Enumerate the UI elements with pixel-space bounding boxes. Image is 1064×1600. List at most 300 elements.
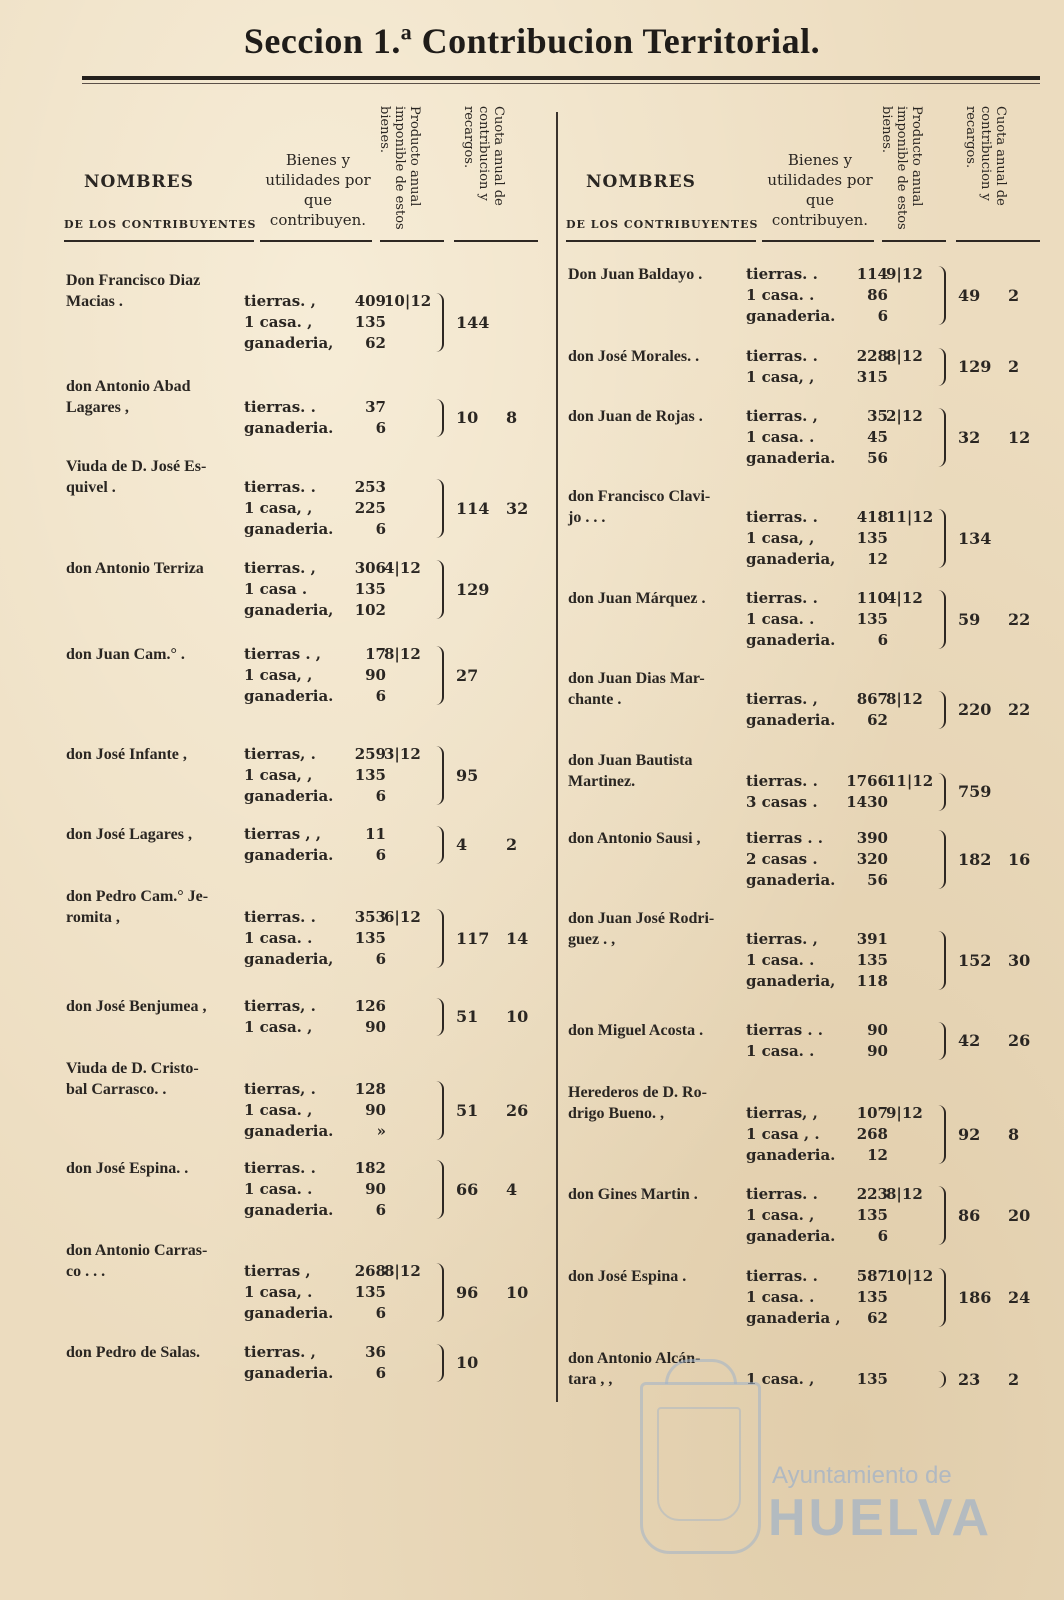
property-value: 62	[867, 1309, 888, 1327]
property-label: 3 casas .	[746, 793, 818, 811]
crown-icon	[665, 1359, 737, 1384]
huelva-seal-watermark	[640, 1382, 761, 1554]
property-label: tierras. ,	[746, 690, 818, 708]
property-list	[244, 1261, 394, 1324]
cuota-maravedis: 16	[1008, 850, 1031, 869]
property-value: 6	[877, 631, 888, 649]
left-header	[64, 100, 542, 250]
cuota-reales: 4	[456, 835, 468, 854]
property-list	[244, 477, 394, 540]
property-value: 37	[365, 398, 386, 416]
property-value: 56	[867, 449, 888, 467]
property-item	[746, 285, 896, 306]
property-item	[746, 1266, 896, 1287]
property-label: tierras. ,	[244, 1343, 316, 1361]
property-item	[746, 588, 896, 609]
property-item	[244, 1261, 394, 1282]
title-rule	[82, 76, 1040, 80]
property-label: 1 casa. .	[746, 610, 815, 628]
property-item	[244, 312, 394, 333]
property-item	[746, 1369, 896, 1390]
brace	[938, 691, 946, 729]
property-item	[746, 306, 896, 327]
property-label: tierras, ,	[746, 1104, 818, 1122]
property-value: 135	[354, 313, 386, 331]
cuota-maravedis: 12	[1008, 428, 1031, 447]
property-value: 135	[354, 929, 386, 947]
property-item	[244, 579, 394, 600]
contributor-name: don Miguel Acosta .	[568, 1022, 704, 1039]
property-label: 1 casa, ,	[746, 368, 815, 386]
cuota-reales: 49	[958, 286, 981, 305]
property-label: ganaderia.	[244, 687, 334, 705]
cuota-reales: 32	[958, 428, 981, 447]
property-value: 867	[856, 690, 888, 708]
property-label: tierras. .	[746, 347, 818, 365]
property-item	[244, 1158, 394, 1179]
property-item	[244, 498, 394, 519]
property-value: 6	[375, 520, 386, 538]
property-list	[746, 771, 896, 813]
property-list	[244, 996, 394, 1038]
property-label: 1 casa, ,	[244, 766, 313, 784]
brace	[436, 293, 444, 352]
property-value: 228	[856, 347, 888, 365]
property-item	[746, 1103, 896, 1124]
property-list	[746, 1184, 896, 1247]
property-label: tierras. ,	[244, 292, 316, 310]
cuota-reales: 144	[456, 313, 490, 332]
property-label: 1 casa. .	[746, 1042, 815, 1060]
header-producto: Producto anual imponible de estos bienes.	[879, 106, 924, 230]
property-label: tierras. .	[746, 1267, 818, 1285]
property-list	[746, 1020, 896, 1062]
header-underline	[64, 240, 254, 242]
cuota-maravedis: 26	[506, 1101, 529, 1120]
property-list	[244, 1079, 394, 1142]
property-item	[244, 686, 394, 707]
property-item	[244, 744, 394, 765]
property-value: 6	[375, 1201, 386, 1219]
property-label: 1 casa, ,	[244, 666, 313, 684]
property-value: 182	[354, 1159, 386, 1177]
annual-product-rate: 9|12	[886, 265, 923, 283]
property-label: tierras. .	[746, 589, 818, 607]
property-item	[244, 1342, 394, 1363]
property-value: 12	[867, 550, 888, 568]
annual-product-rate: 4|12	[886, 589, 923, 607]
brace	[938, 931, 946, 990]
property-list	[746, 1266, 896, 1329]
property-item	[244, 1100, 394, 1121]
contributor-name: don Juan de Rojas .	[568, 408, 703, 425]
annual-product-rate: 8|12	[886, 690, 923, 708]
property-label: tierras . .	[746, 1021, 824, 1039]
property-value: 6	[375, 950, 386, 968]
property-item	[244, 1303, 394, 1324]
property-list	[746, 406, 896, 469]
annual-product-rate: 11|12	[886, 772, 934, 790]
property-value: 315	[856, 368, 888, 386]
header-underline	[454, 240, 538, 242]
property-label: ganaderia.	[746, 631, 836, 649]
cuota-reales: 129	[456, 580, 490, 599]
header-bienes: Bienes y utilidades por que contribuyen.	[767, 151, 873, 229]
property-value: 253	[354, 478, 386, 496]
property-item	[746, 1308, 896, 1329]
header-underline	[762, 240, 874, 242]
contributor-name: don Juan Bautista Martinez.	[568, 752, 693, 790]
cuota-reales: 114	[456, 499, 490, 518]
cuota-maravedis: 22	[1008, 700, 1031, 719]
property-value: 135	[354, 580, 386, 598]
property-value: 6	[375, 846, 386, 864]
property-item	[244, 949, 394, 970]
right-header	[566, 100, 1044, 250]
contributor-name: don Antonio Sausi ,	[568, 830, 701, 847]
property-label: 1 casa , .	[746, 1125, 820, 1143]
property-item	[746, 367, 896, 388]
watermark-line2: HUELVA	[768, 1489, 993, 1547]
property-item	[244, 600, 394, 621]
property-value: 1766	[846, 772, 888, 790]
property-label: ganaderia.	[746, 307, 836, 325]
brace	[938, 1022, 946, 1060]
property-value: 107	[856, 1104, 888, 1122]
property-label: tierras . .	[746, 829, 824, 847]
property-label: ganaderia.	[244, 1304, 334, 1322]
cuota-reales: 42	[958, 1031, 981, 1050]
cuota-maravedis: 4	[506, 1180, 518, 1199]
contributor-name: Don Juan Baldayo .	[568, 266, 703, 283]
brace	[938, 1371, 946, 1388]
property-item	[244, 1179, 394, 1200]
left-column	[64, 100, 542, 1440]
property-item	[746, 427, 896, 448]
header-underline	[882, 240, 946, 242]
property-value: 320	[856, 850, 888, 868]
property-item	[746, 1020, 896, 1041]
property-label: ganaderia ,	[746, 1309, 841, 1327]
property-item	[244, 928, 394, 949]
brace	[436, 479, 444, 538]
header-names: NOMBRES	[84, 172, 194, 192]
property-item	[244, 333, 394, 354]
header-names-sub: DE LOS CONTRIBUYENTES	[566, 218, 759, 231]
contributor-name: don José Morales. .	[568, 348, 700, 365]
property-value: 223	[856, 1185, 888, 1203]
cuota-maravedis: 2	[506, 835, 518, 854]
property-value: 6	[375, 687, 386, 705]
property-value: 56	[867, 871, 888, 889]
annual-product-rate: 8|12	[886, 347, 923, 365]
contributor-name: don Antonio Carras- co . . .	[66, 1242, 208, 1280]
property-list	[746, 828, 896, 891]
annual-product-rate: 10|12	[384, 292, 432, 310]
cuota-maravedis: 22	[1008, 610, 1031, 629]
property-value: 268	[354, 1262, 386, 1280]
property-label: tierras ,	[244, 1262, 311, 1280]
brace	[436, 998, 444, 1036]
property-label: ganaderia.	[746, 871, 836, 889]
brace	[436, 826, 444, 864]
property-value: 36	[365, 1343, 386, 1361]
property-value: 17	[365, 645, 386, 663]
property-value: 259	[354, 745, 386, 763]
property-label: ganaderia,	[746, 550, 836, 568]
property-value: 409	[354, 292, 386, 310]
contributor-name: don Antonio Abad Lagares ,	[66, 378, 191, 416]
property-item	[746, 950, 896, 971]
property-value: 135	[856, 951, 888, 969]
brace	[938, 1105, 946, 1164]
property-list	[244, 1342, 394, 1384]
header-bienes: Bienes y utilidades por que contribuyen.	[265, 151, 371, 229]
property-item	[244, 996, 394, 1017]
property-value: 118	[856, 972, 888, 990]
property-label: ganaderia,	[746, 972, 836, 990]
brace	[938, 1186, 946, 1245]
property-label: ganaderia.	[244, 1122, 334, 1140]
annual-product-rate: 11|12	[886, 508, 934, 526]
cuota-maravedis: 26	[1008, 1031, 1031, 1050]
property-list	[244, 397, 394, 439]
property-item	[244, 786, 394, 807]
contributor-name: don Juan José Rodri- guez . ,	[568, 910, 715, 948]
annual-product-rate: 3|12	[384, 745, 421, 763]
property-label: ganaderia.	[244, 419, 334, 437]
property-value: 90	[365, 666, 386, 684]
contributor-name: don José Espina. .	[66, 1160, 189, 1177]
cuota-reales: 51	[456, 1007, 479, 1026]
property-label: tierras, .	[244, 997, 316, 1015]
property-item	[746, 549, 896, 570]
cuota-reales: 59	[958, 610, 981, 629]
brace	[436, 646, 444, 705]
annual-product-rate: 8|12	[384, 645, 421, 663]
property-item	[244, 477, 394, 498]
property-label: 2 casas .	[746, 850, 818, 868]
property-label: tierras. .	[244, 908, 316, 926]
cuota-maravedis: 14	[506, 929, 529, 948]
property-list	[746, 264, 896, 327]
brace	[938, 509, 946, 568]
annual-product-rate: 2|12	[886, 407, 923, 425]
contributor-name: don José Lagares ,	[66, 826, 192, 843]
property-item	[244, 291, 394, 312]
contributor-name: Don Francisco Diaz Macias .	[66, 272, 201, 310]
contributor-name: don Antonio Terriza	[66, 560, 204, 577]
property-label: ganaderia.	[746, 711, 836, 729]
property-value: 418	[856, 508, 888, 526]
annual-product-rate: 8|12	[384, 1262, 421, 1280]
property-value: 62	[365, 334, 386, 352]
cuota-reales: 10	[456, 408, 479, 427]
property-item	[746, 528, 896, 549]
cuota-maravedis: 2	[1008, 286, 1020, 305]
contributor-name: Viuda de D. José Es- quivel .	[66, 458, 207, 496]
contributor-name: don Juan Cam.° .	[66, 646, 185, 663]
property-label: ganaderia.	[244, 1201, 334, 1219]
annual-product-rate: 4|12	[384, 559, 421, 577]
property-label: 1 casa. ,	[244, 313, 313, 331]
cuota-reales: 92	[958, 1125, 981, 1144]
cuota-reales: 220	[958, 700, 992, 719]
property-value: 135	[856, 610, 888, 628]
right-column	[566, 100, 1044, 1440]
cuota-reales: 129	[958, 357, 992, 376]
contributor-name: don Gines Martin .	[568, 1186, 698, 1203]
property-list	[746, 346, 896, 388]
cuota-maravedis: 20	[1008, 1206, 1031, 1225]
contributor-name: don Francisco Clavi- jo . . .	[568, 488, 711, 526]
property-value: 6	[375, 787, 386, 805]
property-label: tierras. ,	[244, 559, 316, 577]
brace	[938, 266, 946, 325]
property-label: 1 casa. ,	[746, 1370, 815, 1388]
brace	[938, 773, 946, 811]
property-list	[746, 929, 896, 992]
cuota-maravedis: 10	[506, 1007, 529, 1026]
cuota-reales: 95	[456, 766, 479, 785]
cuota-reales: 96	[456, 1283, 479, 1302]
property-item	[746, 507, 896, 528]
property-item	[244, 845, 394, 866]
property-item	[244, 519, 394, 540]
header-underline	[956, 240, 1040, 242]
property-item	[244, 1282, 394, 1303]
property-label: tierras. .	[244, 478, 316, 496]
property-item	[746, 929, 896, 950]
watermark-line1: Ayuntamiento de	[772, 1462, 952, 1489]
property-value: 86	[867, 286, 888, 304]
brace	[436, 909, 444, 968]
property-item	[746, 971, 896, 992]
property-item	[746, 630, 896, 651]
property-value: 45	[867, 428, 888, 446]
property-value: 6	[375, 419, 386, 437]
property-label: 1 casa, ,	[244, 499, 313, 517]
property-item	[244, 1017, 394, 1038]
contributor-name: Viuda de D. Cristo- bal Carrasco. .	[66, 1060, 199, 1098]
property-value: 391	[856, 930, 888, 948]
brace	[436, 1081, 444, 1140]
property-item	[244, 418, 394, 439]
property-value: 6	[375, 1304, 386, 1322]
property-list	[244, 1158, 394, 1221]
property-value: 6	[877, 1227, 888, 1245]
property-item	[746, 264, 896, 285]
cuota-reales: 86	[958, 1206, 981, 1225]
property-item	[244, 1363, 394, 1384]
cuota-reales: 152	[958, 951, 992, 970]
property-item	[244, 765, 394, 786]
property-item	[746, 849, 896, 870]
property-label: 1 casa. .	[244, 929, 313, 947]
property-label: tierras. .	[746, 508, 818, 526]
property-label: ganaderia.	[746, 1146, 836, 1164]
property-list	[244, 744, 394, 807]
cuota-reales: 117	[456, 929, 490, 948]
contributor-name: don José Benjumea ,	[66, 998, 207, 1015]
property-label: tierras. .	[746, 1185, 818, 1203]
cuota-reales: 182	[958, 850, 992, 869]
property-value: 62	[867, 711, 888, 729]
property-value: 6	[877, 307, 888, 325]
property-item	[244, 1121, 394, 1142]
property-label: 1 casa. .	[746, 286, 815, 304]
property-value: 11	[365, 825, 386, 843]
property-value: 390	[856, 829, 888, 847]
property-item	[244, 1079, 394, 1100]
contributor-name: Herederos de D. Ro- drigo Bueno. ,	[568, 1084, 707, 1122]
property-value: 90	[867, 1042, 888, 1060]
property-item	[746, 771, 896, 792]
cuota-reales: 51	[456, 1101, 479, 1120]
property-value: 135	[856, 1288, 888, 1306]
property-value: 128	[354, 1080, 386, 1098]
property-value: 1430	[846, 793, 888, 811]
header-underline	[260, 240, 372, 242]
cuota-maravedis: 10	[506, 1283, 529, 1302]
property-label: 1 casa. .	[746, 428, 815, 446]
property-list	[244, 907, 394, 970]
header-names: NOMBRES	[586, 172, 696, 192]
cuota-maravedis: 24	[1008, 1288, 1031, 1307]
annual-product-rate: 8|12	[886, 1185, 923, 1203]
property-list	[746, 1369, 896, 1390]
property-list	[244, 644, 394, 707]
property-item	[746, 1205, 896, 1226]
property-label: tierras . ,	[244, 645, 322, 663]
property-list	[746, 1103, 896, 1166]
property-item	[746, 1041, 896, 1062]
property-item	[746, 1145, 896, 1166]
property-item	[746, 1184, 896, 1205]
cuota-reales: 66	[456, 1180, 479, 1199]
property-label: tierras, .	[244, 1080, 316, 1098]
contributor-name: don Pedro de Salas.	[66, 1344, 200, 1361]
contributor-name: don Pedro Cam.° Je- romita ,	[66, 888, 209, 926]
property-label: 1 casa .	[244, 580, 308, 598]
property-item	[746, 1287, 896, 1308]
header-cuota: Cuota anual de contribucion y recargos.	[461, 106, 506, 206]
cuota-reales: 759	[958, 782, 992, 801]
property-label: 1 casa. .	[244, 1180, 313, 1198]
property-item	[244, 824, 394, 845]
contributor-name: don Antonio Alcán- tara , ,	[568, 1350, 701, 1388]
property-label: tierras, .	[244, 745, 316, 763]
property-value: 110	[856, 589, 888, 607]
annual-product-rate: 9|12	[886, 1104, 923, 1122]
property-item	[244, 397, 394, 418]
contributor-name: don José Espina .	[568, 1268, 687, 1285]
property-item	[746, 406, 896, 427]
column-divider	[556, 112, 558, 1402]
property-item	[244, 665, 394, 686]
property-value: 135	[354, 766, 386, 784]
property-item	[746, 609, 896, 630]
property-list	[244, 291, 394, 354]
property-list	[244, 558, 394, 621]
cuota-maravedis: 8	[1008, 1125, 1020, 1144]
property-value: 306	[354, 559, 386, 577]
property-value: 126	[354, 997, 386, 1015]
property-value: 135	[856, 529, 888, 547]
property-list	[244, 824, 394, 866]
property-item	[244, 907, 394, 928]
property-label: tierras. ,	[746, 407, 818, 425]
